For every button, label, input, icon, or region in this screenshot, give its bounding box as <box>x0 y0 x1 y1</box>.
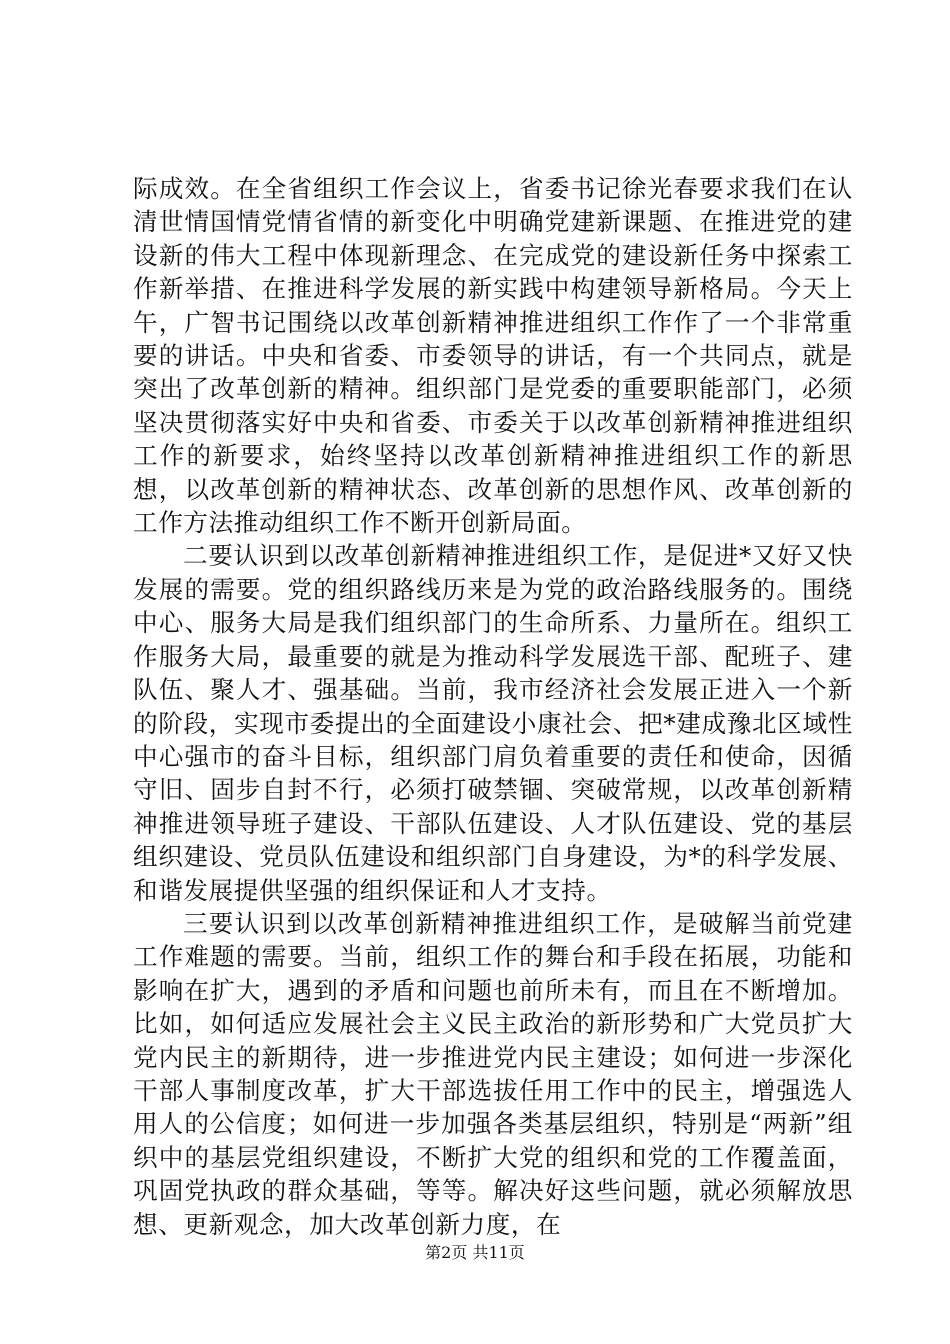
document-body <box>133 172 853 1241</box>
paragraph-1: 际成效。在全省组织工作会议上，省委书记徐光春要求我们在认清世情国情党情省情的新变化中明确党建新课题、在推进党的建设新的伟大工程中体现新理念、在完成党的建设新任务中探索工作新举措、在推进科学发展的新实践中构建领导新格局。今天上午，广智书记围绕以改革创新精神推进组织工作作了一个非常重要的讲话。中央和省委、市委领导的讲话，有一个共同点，就是突出了改革创新的精神。组织部门是党委的重要职能部门，必须坚决贯彻落实好中央和省委、市委关于以改革创新精神推进组织工作的新要求，始终坚持以改革创新精神推进组织工作的新思想，以改革创新的精神状态、改革创新的思想作风、改革创新的工作方法推动组织工作不断开创新局面。 <box>133 174 853 538</box>
page-number-footer: 第2页 共11页 <box>425 1243 525 1262</box>
paragraph-3: 三要认识到以改革创新精神推进组织工作，是破解当前党建工作难题的需要。当前，组织工作的舞台和手段在拓展，功能和影响在扩大，遇到的矛盾和问题也前所未有，而且在不断增加。比如，如何适应发展社会主义民主政治的新形势和广大党员扩大党内民主的新期待，进一步推进党内民主建设；如何进一步深化干部人事制度改革，扩大干部选拔任用工作中的民主，增强选人用人的公信度；如何进一步加强各类基层组织，特别是“两新”组织中的基层党组织建设，不断扩大党的组织和党的工作覆盖面，巩固党执政的群众基础，等等。解决好这些问题，就必须解放思想、更新观念，加大改革创新力度，在 <box>133 908 853 1239</box>
paragraph-2: 二要认识到以改革创新精神推进组织工作，是促进*又好又快发展的需要。党的组织路线历来是为党的政治路线服务的。围绕中心、服务大局是我们组织部门的生命所系、力量所在。组织工作服务大局，最重要的就是为推动科学发展选干部、配班子、建队伍、聚人才、强基础。当前，我市经济社会发展正进入一个新的阶段，实现市委提出的全面建设小康社会、把*建成豫北区域性中心强市的奋斗目标，组织部门肩负着重要的责任和使命，因循守旧、固步自封不行，必须打破禁锢、突破常规，以改革创新精神推进领导班子建设、干部队伍建设、人才队伍建设、党的基层组织建设、党员队伍建设和组织部门自身建设，为*的科学发展、和谐发展提供坚强的组织保证和人才支持。 <box>133 541 853 905</box>
